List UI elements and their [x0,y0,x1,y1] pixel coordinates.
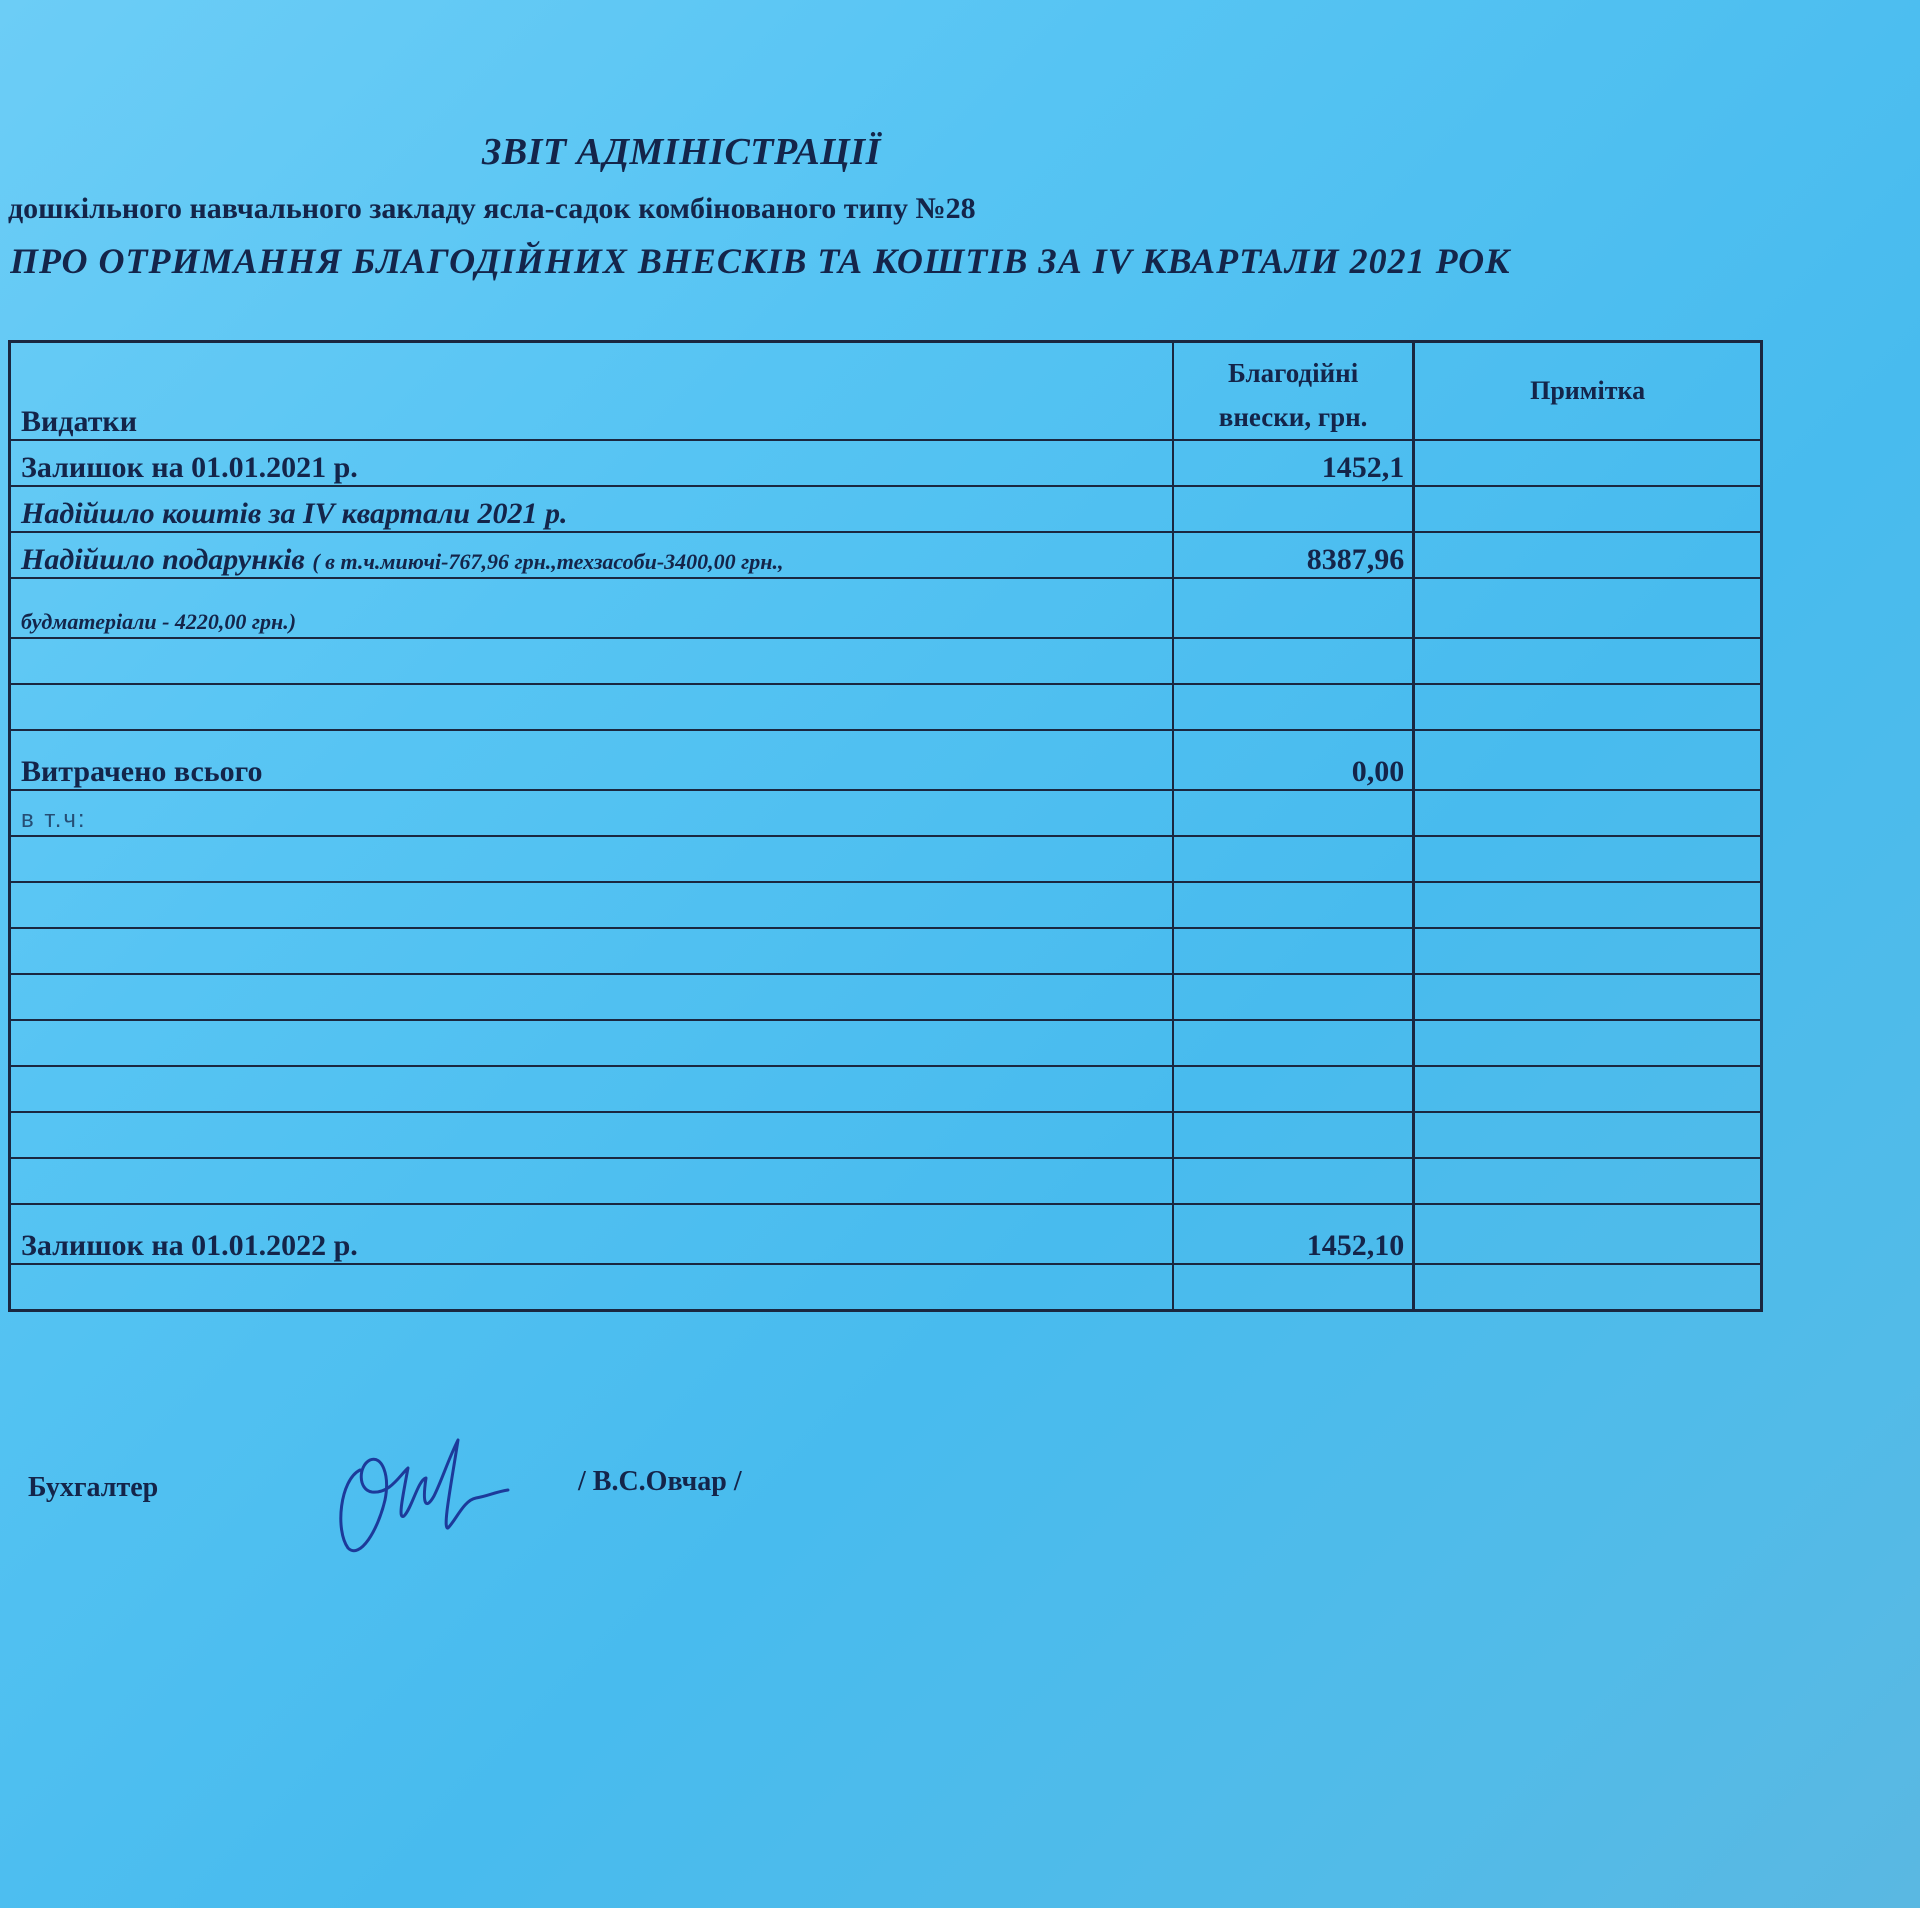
row-note [1414,1204,1762,1264]
table-row [10,1264,1762,1311]
report-title: ЗВІТ АДМІНІСТРАЦІЇ [482,131,881,173]
row-description [10,1112,1173,1158]
table-row [10,578,1762,638]
row-note [1414,1112,1762,1158]
table-row [10,790,1762,836]
report-table [8,340,1763,1312]
report-topic: ПРО ОТРИМАННЯ БЛАГОДІЙНИХ ВНЕСКІВ ТА КОШТІВ ЗА IV КВАРТАЛИ 2021 РОК [10,241,1511,281]
row-description: Витрачено всього [10,730,1173,790]
row-description [10,638,1173,684]
table-row [10,1020,1762,1066]
row-sum [1173,1264,1414,1311]
row-note [1414,836,1762,882]
row-description [10,1158,1173,1204]
row-description [10,578,1173,638]
header-description: Видатки [10,342,1173,441]
table-row [10,1204,1762,1264]
row-description [10,684,1173,730]
table-row [10,1066,1762,1112]
row-note [1414,486,1762,532]
signature-name: / В.С.Овчар / [578,1466,742,1497]
header-sum-line1: Благодійні [1227,358,1359,388]
row-note [1414,974,1762,1020]
row-sum [1173,790,1414,836]
row-sum [1173,486,1414,532]
table-row [10,1158,1762,1204]
row-note [1414,1020,1762,1066]
row-description-detail: будматеріали - 4220,00 грн.) [21,609,297,634]
row-description [10,532,1173,578]
row-description: Надійшло коштів за IV квартали 2021 р. [10,486,1173,532]
row-note [1414,1066,1762,1112]
row-note [1414,638,1762,684]
table-row [10,928,1762,974]
row-sum: 8387,96 [1173,532,1414,578]
table-row [10,638,1762,684]
row-sum [1173,882,1414,928]
row-note [1414,578,1762,638]
row-note [1414,882,1762,928]
header-sum [1173,342,1414,441]
table-row [10,486,1762,532]
table-row [10,440,1762,486]
table-row [10,882,1762,928]
row-sum [1173,638,1414,684]
row-description-detail: в т.ч: [21,806,87,833]
row-note [1414,928,1762,974]
row-note [1414,1264,1762,1311]
row-description [10,1066,1173,1112]
table-row [10,532,1762,578]
table-row [10,836,1762,882]
table-row [10,684,1762,730]
row-description [10,1264,1173,1311]
row-sum [1173,1158,1414,1204]
row-description: Залишок на 01.01.2021 р. [10,440,1173,486]
row-sum [1173,1066,1414,1112]
row-sum: 1452,10 [1173,1204,1414,1264]
row-sum: 0,00 [1173,730,1414,790]
table-row [10,974,1762,1020]
row-description [10,974,1173,1020]
header-sum-line2: внески, грн. [1218,402,1368,432]
row-description-detail: ( в т.ч.миючі-767,96 грн.,техзасоби-3400,00 грн., [312,549,784,574]
row-description [10,928,1173,974]
row-sum [1173,836,1414,882]
row-description [10,790,1173,836]
report-subtitle: дошкільного навчального закладу ясла-садок комбінованого типу №28 [8,192,976,225]
row-description-main: Надійшло подарунків [21,543,305,576]
row-sum [1173,1020,1414,1066]
row-sum [1173,684,1414,730]
table-row [10,730,1762,790]
row-description [10,836,1173,882]
row-description: Залишок на 01.01.2022 р. [10,1204,1173,1264]
header-note: Примітка [1414,342,1762,441]
row-sum [1173,578,1414,638]
row-note [1414,1158,1762,1204]
row-note [1414,440,1762,486]
row-description [10,1020,1173,1066]
row-sum [1173,974,1414,1020]
handwritten-signature [330,1420,520,1570]
row-note [1414,790,1762,836]
table-header-row [10,342,1762,441]
row-sum [1173,928,1414,974]
row-note [1414,730,1762,790]
row-note [1414,684,1762,730]
row-description [10,882,1173,928]
row-sum: 1452,1 [1173,440,1414,486]
table-row [10,1112,1762,1158]
row-sum [1173,1112,1414,1158]
signature-role: Бухгалтер [28,1472,159,1503]
row-note [1414,532,1762,578]
